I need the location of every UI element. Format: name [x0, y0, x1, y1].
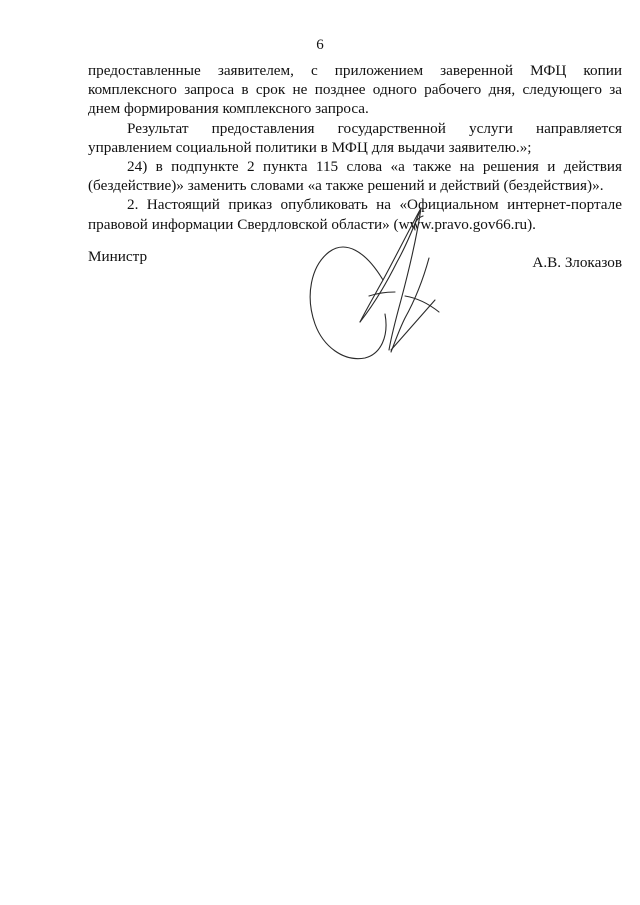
page-number: 6 — [316, 37, 324, 53]
handwritten-signature — [305, 200, 455, 360]
paragraph-result: Результат предоставления государственной услуги направляется управлением социальной политики в МФЦ для выдачи заявителю.»; — [88, 119, 622, 156]
paragraph-continuation: предоставленные заявителем, с приложением заверенной МФЦ копии комплексного запроса в срок не позднее одного рабочего дня, следующего за днем формирования комплексного запроса. — [88, 62, 622, 118]
paragraph-publish-order: 2. Настоящий приказ опубликовать на «Официальном интернет-портале правовой информации Свердловской области» (www.pravo.gov66.ru). — [88, 196, 622, 233]
signatory-title: Министр — [88, 248, 148, 265]
paragraph-item-24: 24) в подпункте 2 пункта 115 слова «а также на решения и действия (бездействие)» заменить словами «а также решений и действий (бездействия)». — [88, 158, 622, 195]
signatory-name: А.В. Злоказов — [532, 254, 622, 271]
